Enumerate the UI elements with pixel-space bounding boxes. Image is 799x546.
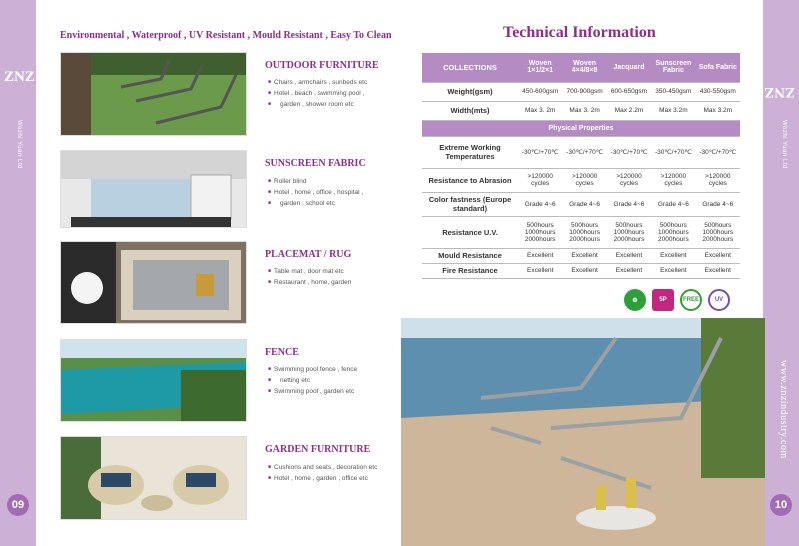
- table-row: [422, 192, 740, 216]
- section-title-fence: FENCE: [265, 347, 299, 358]
- list-item: ■ garden , shower room etc: [268, 99, 367, 110]
- table-cell: 430-550gsm: [696, 82, 740, 101]
- list-item: ■ Chairs , armchairs , sunbeds etc: [268, 77, 367, 88]
- column-header: Woven 4×4/8×8: [562, 53, 606, 82]
- row-label: Width(mts): [422, 101, 518, 120]
- row-label: Resistance U.V.: [422, 216, 518, 248]
- list-item: ■ Restaurant , home, garden: [268, 277, 351, 288]
- table-cell: >120000 cycles: [562, 168, 606, 192]
- table-header-row: [422, 53, 740, 82]
- list-item: ■ Roller blind: [268, 176, 363, 187]
- sunbed-scene-image: [401, 318, 765, 546]
- table-cell: >120000 cycles: [651, 168, 695, 192]
- list-item: ■ garden , school etc: [268, 198, 363, 209]
- sunscreen-fabric-image: [60, 150, 247, 228]
- table-cell: -30℃/+70℃: [518, 136, 562, 168]
- table-row: [422, 101, 740, 120]
- table-cell: Max 3. 2m: [562, 101, 606, 120]
- brand-subtitle-left: Wozhi Yuan Ltd: [16, 120, 22, 169]
- row-label: Color fastness (Europe standard): [422, 192, 518, 216]
- table-row: [422, 248, 740, 263]
- bullets-placemat-rug: [268, 266, 351, 288]
- row-label: Fire Resistance: [422, 263, 518, 278]
- list-item: ■ netting etc: [268, 375, 357, 386]
- table-cell: 600-650gsm: [607, 82, 651, 101]
- bullets-fence: [268, 364, 357, 397]
- table-row: [422, 136, 740, 168]
- table-cell: 500hours 1000hours 2000hours: [651, 216, 695, 248]
- right-side-tab: [763, 0, 799, 546]
- phthalate-free-icon: 5P: [652, 289, 674, 311]
- table-cell: 500hours 1000hours 2000hours: [518, 216, 562, 248]
- list-item: ■ Hotel , home , garden , office etc: [268, 473, 377, 484]
- table-cell: Grade 4~6: [518, 192, 562, 216]
- fence-image: [60, 339, 247, 422]
- table-cell: Max 3.2m: [651, 101, 695, 120]
- list-item: ■ Hotel , home , office , hospital ,: [268, 187, 363, 198]
- features-headline: Environmental , Waterproof , UV Resistant , Mould Resistant , Easy To Clean: [60, 30, 392, 41]
- column-header: Jacquard: [607, 53, 651, 82]
- column-header: Sofa Fabric: [696, 53, 740, 82]
- table-cell: Grade 4~6: [562, 192, 606, 216]
- technical-spec-table: [422, 53, 740, 279]
- row-label: Mould Resistance: [422, 248, 518, 263]
- page-title: Technical Information: [503, 24, 656, 41]
- column-header: COLLECTIONS: [422, 53, 518, 82]
- brand-logo-right: ZNZ: [764, 84, 795, 100]
- list-item: ■ Table mat , door mat etc: [268, 266, 351, 277]
- table-row: [422, 263, 740, 278]
- column-header: Sunscreen Fabric: [651, 53, 695, 82]
- list-item: ■ Hotel , beach , swimming pool ,: [268, 88, 367, 99]
- table-cell: >120000 cycles: [696, 168, 740, 192]
- table-cell: Grade 4~6: [651, 192, 695, 216]
- free-icon: FREE: [680, 289, 702, 311]
- table-cell: Excellent: [562, 263, 606, 278]
- table-cell: 500hours 1000hours 2000hours: [562, 216, 606, 248]
- table-cell: Grade 4~6: [696, 192, 740, 216]
- uv-icon: UV: [708, 289, 730, 311]
- table-cell: Excellent: [607, 248, 651, 263]
- list-item: ■ Swimming pool fence , fence: [268, 364, 357, 375]
- table-cell: Excellent: [562, 248, 606, 263]
- table-cell: Max 3.2m: [696, 101, 740, 120]
- table-cell: Excellent: [518, 263, 562, 278]
- outdoor-furniture-image: [60, 52, 247, 136]
- table-cell: Excellent: [607, 263, 651, 278]
- section-title-placemat-rug: PLACEMAT / RUG: [265, 249, 352, 260]
- table-cell: Excellent: [518, 248, 562, 263]
- row-label: Extreme Working Temperatures: [422, 136, 518, 168]
- table-row: [422, 168, 740, 192]
- section-title-sunscreen-fabric: SUNSCREEN FABRIC: [265, 158, 366, 169]
- page-number-right: 10: [770, 494, 792, 516]
- left-side-tab: [0, 0, 36, 546]
- page-number-left: 09: [7, 494, 29, 516]
- table-cell: -30℃/+70℃: [607, 136, 651, 168]
- bullets-garden-furniture: [268, 462, 377, 484]
- website-url[interactable]: www.znzindustry.com: [778, 360, 789, 459]
- row-label: Weight(gsm): [422, 82, 518, 101]
- table-cell: -30℃/+70℃: [651, 136, 695, 168]
- table-cell: Excellent: [696, 248, 740, 263]
- table-cell: 350-450gsm: [651, 82, 695, 101]
- bullets-outdoor-furniture: [268, 77, 367, 110]
- table-cell: 700-900gsm: [562, 82, 606, 101]
- table-cell: 500hours 1000hours 2000hours: [607, 216, 651, 248]
- table-cell: Excellent: [651, 263, 695, 278]
- section-title-outdoor-furniture: OUTDOOR FURNITURE: [265, 60, 379, 71]
- table-section-row: [422, 120, 740, 136]
- table-cell: -30℃/+70℃: [562, 136, 606, 168]
- table-row: [422, 82, 740, 101]
- table-row: [422, 216, 740, 248]
- row-label: Resistance to Abrasion: [422, 168, 518, 192]
- table-cell: Excellent: [651, 248, 695, 263]
- table-cell: >120000 cycles: [607, 168, 651, 192]
- bullets-sunscreen-fabric: [268, 176, 363, 209]
- table-cell: Max 2.2m: [607, 101, 651, 120]
- table-cell: >120000 cycles: [518, 168, 562, 192]
- table-cell: 500hours 1000hours 2000hours: [696, 216, 740, 248]
- list-item: ■ Swimming pool , garden etc: [268, 386, 357, 397]
- table-cell: Max 3. 2m: [518, 101, 562, 120]
- list-item: ■ Cushions and seats , decoration etc: [268, 462, 377, 473]
- garden-furniture-image: [60, 436, 247, 520]
- brand-logo-left: ZNZ: [4, 69, 35, 85]
- column-header: Woven 1×1/2×1: [518, 53, 562, 82]
- certification-icons: [624, 289, 730, 311]
- brand-subtitle-right: Wozhi Yuan Ltd: [781, 120, 787, 169]
- table-cell: 450-600gsm: [518, 82, 562, 101]
- section-label-physical-properties: Physical Properties: [422, 120, 740, 136]
- section-title-garden-furniture: GARDEN FURNITURE: [265, 444, 371, 455]
- placemat-rug-image: [60, 241, 247, 324]
- table-cell: -30℃/+70℃: [696, 136, 740, 168]
- recycle-icon: ♻: [624, 289, 646, 311]
- table-cell: Excellent: [696, 263, 740, 278]
- table-cell: Grade 4~6: [607, 192, 651, 216]
